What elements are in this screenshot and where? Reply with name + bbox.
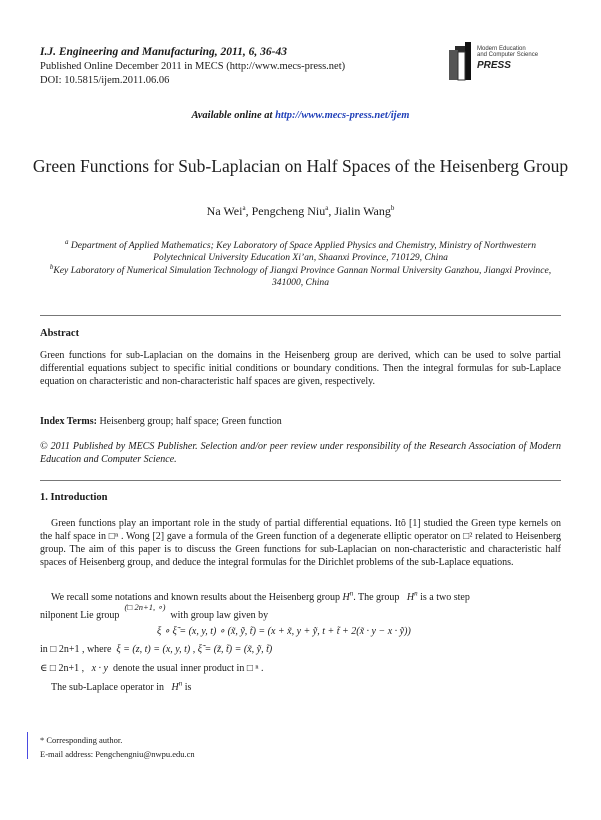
publisher-logo [447, 38, 567, 86]
corresponding-author-note: * Corresponding author. [40, 735, 123, 745]
logo-text [477, 46, 538, 58]
xi-definition: ξ = (z, t) = (x, y, t) , ξ̃ = (z̃, t̃) = (x̃, ỹ, t̃) [116, 644, 273, 655]
index-terms [40, 415, 561, 428]
doi: DOI: 10.5815/ijem.2011.06.06 [40, 75, 170, 86]
logo-line-2: and Computer Science [477, 52, 539, 58]
abstract-body: Green functions for sub-Laplacian on the domains in the Heisenberg group are derived, which can be used to solve partial differential equations subject to specific initial conditions or boundary conditions. Then the integral formulas for sub-Laplace equation on characteristic and non-characteristic half spaces are given, respectively. [40, 350, 561, 387]
logo-press: PRESS [477, 60, 511, 71]
intro-line-liegroup [40, 602, 269, 622]
affiliation-b [40, 262, 561, 290]
h-superscript: n [414, 589, 418, 598]
author-name: Jialin Wang [334, 204, 391, 218]
inner-product-symbol: x · y [91, 663, 108, 674]
intro-text: The sub-Laplace operator in [51, 682, 165, 693]
publication-info: Published Online December 2011 in MECS (http://www.mecs-press.net) [40, 61, 346, 72]
h-symbol: H [171, 682, 179, 693]
intro-line-sublaplace [51, 681, 191, 694]
author-affil-mark: a [325, 204, 329, 212]
h-superscript: n [349, 589, 354, 598]
intro-text: is a two step [420, 592, 470, 603]
available-online [0, 110, 601, 121]
author-name: Na Wei [206, 204, 243, 218]
affiliations [40, 237, 561, 289]
paper-title: Green Functions for Sub-Laplacian on Half Spaces of the Heisenberg Group [32, 156, 569, 176]
author-list: Na Wei$^a$, Pengcheng Niu$^a$, Jialin Wang$^b$ [206, 204, 395, 218]
intro-text: We recall some notations and known results about the Heisenberg group [51, 592, 340, 603]
intro-text: is [184, 682, 192, 693]
journal-url-link[interactable]: http://www.mecs-press.net/ijem [275, 110, 410, 121]
author-name: Pengcheng Niu [251, 204, 326, 218]
intro-text: ∈ □ 2n+1 , [40, 663, 85, 674]
h-superscript: n [178, 679, 183, 688]
section-heading-introduction: 1. Introduction [40, 492, 108, 503]
intro-text: nilponent Lie group [40, 610, 120, 621]
heisenberg-symbol [171, 679, 183, 693]
h-symbol: H [342, 592, 350, 603]
abstract-heading: Abstract [40, 328, 80, 339]
heisenberg-symbol [342, 589, 354, 603]
logo-line-1: Modern Education [477, 46, 526, 52]
intro-text: . The group [353, 592, 400, 603]
heisenberg-symbol [406, 589, 418, 603]
intro-paragraph-1: Green functions play an important role in the study of partial differential equations. Itô [1] studied the Green type kernels on the half space in □ⁿ . Wong [2] gave a formula of the Green function of a degenerate elliptic operator on □² related to Heisenberg group. The aim of this paper is to discuss the Green functions for sub-Laplacian on non-characteristic and characteristic half spaces of Heisenberg group, and deduce the integral formulas for the Dirichlet problems of the sub-Laplace equations. [40, 518, 561, 568]
h-symbol: H [406, 592, 415, 603]
affiliation-b-text: Key Laboratory of Numerical Simulation Technology of Jiangxi Province Gannan Normal University Ganzhou, Jiangxi Province, 341000, China [53, 264, 552, 288]
index-terms-label: Index Terms: [40, 416, 97, 427]
affiliation-a [40, 237, 561, 265]
available-prefix: Available online at [191, 110, 276, 121]
intro-text: in □ 2n+1 , where [40, 644, 112, 655]
email-address: E-mail address: Pengchengniu@nwpu.edu.cn [40, 749, 195, 759]
journal-name: I.J. Engineering and Manufacturing, 2011, 6, 36-43 [40, 46, 287, 58]
intro-text: with group law given by [170, 610, 269, 621]
intro-line-group [51, 591, 470, 604]
divider-top [40, 315, 561, 316]
group-law-formula: ξ ∘ ξ̃ = (x, y, t) ∘ (x̃, ỹ, t̃) = (x + x̃, y + ỹ, t + t̃ + 2(x̃ · y − x · ỹ)) [157, 626, 411, 637]
author-affil-mark: a [242, 204, 246, 212]
intro-text: denote the usual inner product in □ ⁿ . [112, 663, 264, 674]
affil-mark-b: b [49, 262, 54, 271]
footnote-bar [27, 732, 28, 759]
lie-group-notation: (□ 2n+1, ∘) [124, 602, 166, 612]
affil-mark-a: a [64, 237, 69, 246]
author-affil-mark: b [390, 204, 395, 212]
intro-line-where [40, 643, 272, 656]
copyright-notice: © 2011 Published by MECS Publisher. Selection and/or peer review under responsibility of the Research Association of Modern Education and Computer Science. [40, 441, 561, 465]
divider-bottom [40, 480, 561, 481]
index-terms-text: Heisenberg group; half space; Green function [96, 416, 282, 427]
affiliation-a-text: Department of Applied Mathematics; Key Laboratory of Space Applied Physics and Chemistry, Ministry of Northwestern Polytechnical University Education Xi’an, Shaanxi Province, 710129, China [68, 240, 537, 264]
intro-line-inner-product [40, 662, 264, 675]
